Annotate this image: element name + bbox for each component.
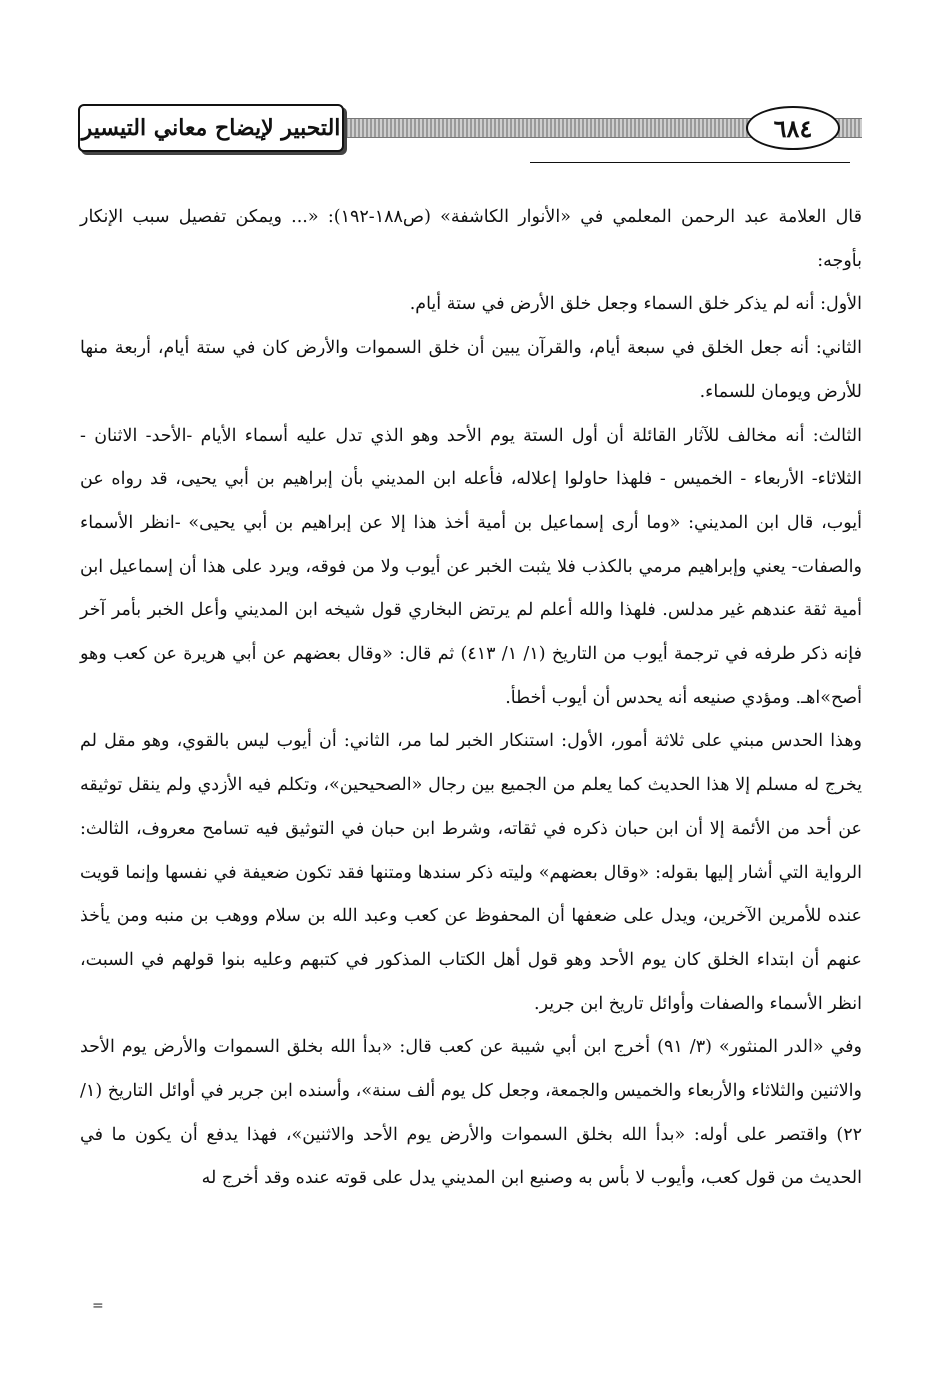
paragraph: وفي «الدر المنثور» (٣/ ٩١) أخرج ابن أبي شيبة عن كعب قال: «بدأ الله بخلق السموات والأرض يوم الأحد والاثنين والثلاثاء والأربعاء والخميس والجمعة، وجعل كل يوم ألف سنة»، وأسنده ابن جرير في أوائل التاريخ (١/ ٢٢) واقتصر على أوله: «بدأ الله بخلق السموات والأرض يوم الأحد والاثنين»، فهذا يدفع أن يكون ما في الحديث من قول كعب، وأيوب لا بأس به وصنيع ابن المديني يدل على قوته عنده وقد أخرج له bbox=[80, 1037, 862, 1189]
paragraph: الثاني: أنه جعل الخلق في سبعة أيام، والقرآن يبين أن خلق السموات والأرض كان في ستة أيام، أربعة منها للأرض ويومان للسماء. bbox=[80, 338, 862, 402]
paragraph: الأول: أنه لم يذكر خلق السماء وجعل خلق الأرض في ستة أيام. bbox=[409, 294, 862, 315]
paragraph: قال العلامة عبد الرحمن المعلمي في «الأنوار الكاشفة» (ص١٨٨-١٩٢): «... ويمكن تفصيل سبب الإنكار بأوجه: bbox=[80, 207, 863, 271]
page-header bbox=[78, 100, 862, 156]
header-rule bbox=[530, 162, 850, 163]
book-title: التحبير لإيضاح معاني التيسير bbox=[78, 104, 344, 152]
continuation-mark: = bbox=[92, 1298, 104, 1314]
paragraph: وهذا الحدس مبني على ثلاثة أمور، الأول: استنكار الخبر لما مر، الثاني: أن أيوب ليس بالقوي، وهو مقل لم يخرج له مسلم إلا هذا الحديث كما يعلم من الجميع بين رجال «الصحيحين»، وتكلم فيه الأزدي ولم ينقل توثيقه عن أحد من الأئمة إلا أن ابن حبان ذكره في ثقاته، وشرط ابن حبان في التوثيق فيه تسامح معروف، الثالث: الرواية التي أشار إليها بقوله: «وقال بعضهم» وليته ذكر سندها ومتنها فقد تكون ضعيفة في نفسها وإنما قويت عنده للأمرين الآخرين، ويدل على ضعفها أن المحفوظ عن كعب وعبد الله بن سلام ووهب بن منبه ومن يأخذ عنهم أن ابتداء الخلق كان يوم الأحد وهو قول أهل الكتاب المذكور في كتبهم وعليه بنوا قولهم في السبت، انظر الأسماء والصفات وأوائل تاريخ ابن جرير. bbox=[80, 731, 862, 1014]
paragraph: الثالث: أنه مخالف للآثار القائلة أن أول الستة يوم الأحد وهو الذي تدل عليه أسماء الأيام -الأحد- الاثنان - الثلاثاء- الأربعاء - الخميس - فلهذا حاولوا إعلاله، فأعله ابن المديني بأن إبراهيم بن أبي يحيى، قد رواه عن أيوب، قال ابن المديني: «وما أرى إسماعيل بن أمية أخذ هذا إلا عن إبراهيم بن أبي يحيى» -انظر الأسماء والصفات- يعني وإبراهيم مرمي بالكذب فلا يثبت الخبر عن أيوب ولا من فوقه، ويرد على هذا أن إسماعيل ابن أمية ثقة عندهم غير مدلس. فلهذا والله أعلم لم يرتض البخاري قول شيخه ابن المديني وأعل الخبر بأمر آخر فإنه ذكر طرفه في ترجمة أيوب من التاريخ (١/ ١/ ٤١٣) ثم قال: «وقال بعضهم عن أبي هريرة عن كعب وهو أصح»اهـ. ومؤدي صنيعه أنه يحدس أن أيوب أخطأ. bbox=[80, 425, 863, 708]
body-text bbox=[80, 196, 862, 1201]
page-number: ٦٨٤ bbox=[746, 106, 840, 150]
